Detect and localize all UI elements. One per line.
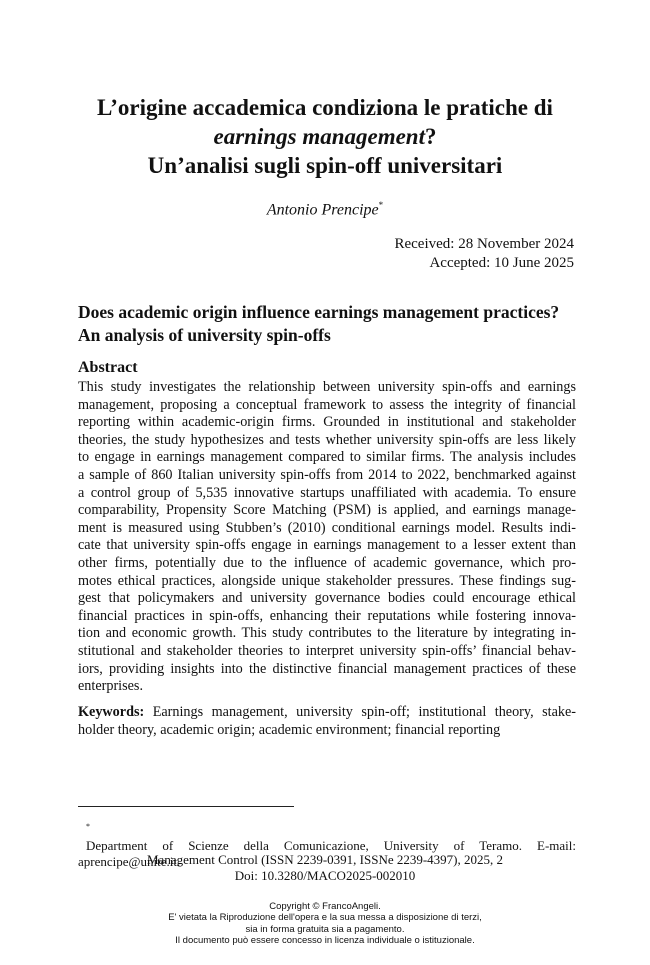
- keywords: [78, 704, 576, 739]
- abstract-line: management, proposing a conceptual framework to assess the integrity of financial: [78, 396, 576, 413]
- keywords-line-1: [78, 704, 576, 722]
- keywords-text-1: Earnings management, university spin-off; institutional theory, stake-: [144, 704, 576, 720]
- paper-title: [0, 93, 650, 180]
- english-title-line-1: Does academic origin influence earnings management practices?: [78, 302, 560, 322]
- copyright-line: sia in forma gratuita sia a pagamento.: [245, 923, 405, 935]
- abstract-line: cate that university spin-offs engage in earnings management to a lesser extent than: [78, 537, 576, 554]
- title-italic-term: earnings management: [213, 124, 425, 149]
- journal-doi: Doi: 10.3280/MACO2025-002010: [234, 868, 416, 883]
- abstract-line: This study investigates the relationship between university spin-offs and earnings: [78, 379, 576, 395]
- abstract-line: stitutional and stakeholder theories to interpret university spin-offs’ financial behav-: [78, 642, 576, 659]
- copyright-line: Il documento può essere concesso in licenza individuale o istituzionale.: [175, 934, 475, 946]
- abstract-line: motes ethical practices, alongside unique stakeholder pressures. These findings sug-: [78, 572, 576, 589]
- footnote-email: aprencipe@unite.it.: [78, 854, 181, 870]
- copyright-line: Copyright © FrancoAngeli.: [269, 901, 381, 912]
- abstract-line: gest that policymakers and university governance bodies could encourage ethical: [78, 590, 576, 607]
- abstract-line: enterprises.: [78, 678, 144, 695]
- journal-issn: Management Control (ISSN 2239-0391, ISSNe 2239-4397), 2025, 2: [146, 852, 504, 867]
- abstract-line: iors, providing insights into the distinctive financial management practices of these: [78, 660, 576, 677]
- footnote-mark: *: [86, 822, 90, 831]
- footnote-affiliation: Department of Scienze della Comunicazione, University of Teramo. E-mail:: [86, 838, 576, 854]
- abstract-line: comparability, Propensity Score Matching (PSM) is applied, and earnings manage-: [78, 502, 576, 519]
- received-date: Received: 28 November 2024: [394, 236, 574, 252]
- abstract-line: other firms, potentially due to the influence of academic governance, which pro-: [78, 554, 576, 571]
- author-footnote-mark: *: [378, 200, 384, 210]
- english-title: [78, 301, 578, 347]
- copyright-line: E' vietata la Riproduzione dell'opera e la sua messa a disposizione di terzi,: [168, 912, 482, 924]
- author: [0, 200, 650, 219]
- abstract-line: to engage in earnings management compared to similar firms. The analysis includes: [78, 449, 576, 466]
- keywords-line-2: holder theory, academic origin; academic environment; financial reporting: [78, 721, 501, 738]
- footnote-line-1: [78, 819, 576, 854]
- keywords-label: Keywords:: [78, 704, 145, 720]
- abstract-line: a sample of 860 Italian university spin-offs from 2014 to 2022, benchmarked against: [78, 466, 576, 483]
- abstract-body: [78, 379, 576, 696]
- title-line-1: L’origine accademica condiziona le pratiche di: [97, 95, 553, 120]
- abstract-heading: Abstract: [78, 359, 138, 376]
- abstract-line: theories, the study hypothesizes and tests whether university spin-offs are less likely: [78, 431, 576, 448]
- abstract-line: a control group of 5,535 innovative startups unaffiliated with academia. To ensure: [78, 484, 576, 501]
- submission-dates: [394, 235, 574, 273]
- copyright-notice: [0, 901, 650, 946]
- accepted-date: Accepted: 10 June 2025: [429, 255, 574, 271]
- author-name: Antonio Prencipe: [266, 201, 379, 219]
- footnote-rule: [78, 806, 294, 807]
- abstract-line: ment is measured using Stubben’s (2010) conditional earnings model. Results indi-: [78, 519, 576, 536]
- abstract-line: tion and economic growth. This study contributes to the literature by integrating in-: [78, 625, 576, 642]
- abstract-line: reporting within academic-origin firms. Grounded in institutional and stakeholder: [78, 414, 576, 431]
- title-line-2: [0, 122, 650, 151]
- title-line-3: Un’analisi sugli spin-off universitari: [147, 153, 503, 178]
- title-question-mark: ?: [425, 124, 437, 149]
- english-title-line-2: An analysis of university spin-offs: [78, 325, 331, 345]
- abstract-line: financial practices in spin-offs, enhancing their reputations while fostering innova-: [78, 607, 576, 624]
- journal-info: [0, 852, 650, 884]
